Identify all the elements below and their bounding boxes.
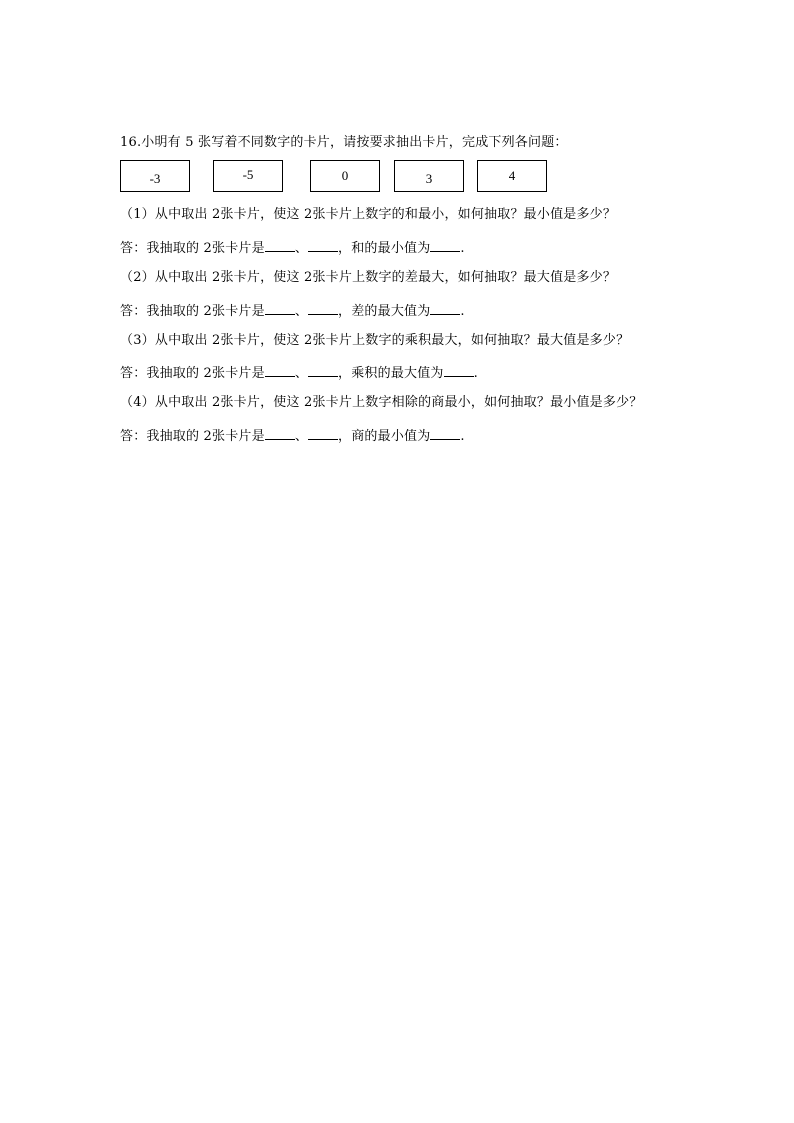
problem-intro: 16.小明有 5 张写着不同数字的卡片，请按要求抽出卡片，完成下列各问题： [120,135,568,150]
answer-prefix: 答：我抽取的 2张卡片是 [120,241,265,256]
question-1: （1）从中取出 2张卡片，使这 2张卡片上数字的和最小，如何抽取？最小值是多少？ [120,207,617,222]
answer-blank[interactable] [430,302,460,315]
separator: 、 [294,304,309,319]
answer-end: . [460,241,465,256]
answer-prefix: 答：我抽取的 2张卡片是 [120,429,265,444]
answer-blank[interactable] [308,427,338,440]
answer-end: . [460,429,465,444]
card-value: 3 [425,171,433,186]
card-value: -3 [149,171,161,186]
answer-blank[interactable] [265,239,295,252]
number-card [120,160,190,192]
answer-mid: ，差的最大值为 [338,304,431,319]
answer-line-2 [120,302,465,320]
answer-blank[interactable] [265,302,295,315]
answer-mid: ，和的最小值为 [338,241,431,256]
card-value: 4 [508,168,516,183]
question-2: （2）从中取出 2张卡片，使这 2张卡片上数字的差最大，如何抽取？最大值是多少？ [120,270,617,285]
answer-blank[interactable] [308,364,338,377]
answer-blank[interactable] [430,239,460,252]
number-card [477,160,547,192]
question-3: （3）从中取出 2张卡片，使这 2张卡片上数字的乘积最大，如何抽取？最大值是多少？ [120,333,630,348]
card-value: 0 [341,168,349,183]
answer-mid: ，商的最小值为 [338,429,431,444]
number-card [213,160,283,192]
answer-blank[interactable] [444,364,474,377]
number-card [394,160,464,192]
answer-line-4 [120,427,465,445]
answer-blank[interactable] [265,364,295,377]
separator: 、 [294,241,309,256]
answer-end: . [460,304,465,319]
answer-mid: ，乘积的最大值为 [338,366,444,381]
answer-line-1 [120,239,465,257]
answer-line-3 [120,364,478,382]
answer-prefix: 答：我抽取的 2张卡片是 [120,366,265,381]
question-4: （4）从中取出 2张卡片，使这 2张卡片上数字相除的商最小，如何抽取？最小值是多少？ [120,395,643,410]
separator: 、 [294,429,309,444]
answer-blank[interactable] [308,239,338,252]
answer-prefix: 答：我抽取的 2张卡片是 [120,304,265,319]
number-card [310,160,380,192]
answer-blank[interactable] [308,302,338,315]
separator: 、 [294,366,309,381]
answer-end: . [473,366,478,381]
answer-blank[interactable] [265,427,295,440]
answer-blank[interactable] [430,427,460,440]
card-value: -5 [242,167,254,182]
